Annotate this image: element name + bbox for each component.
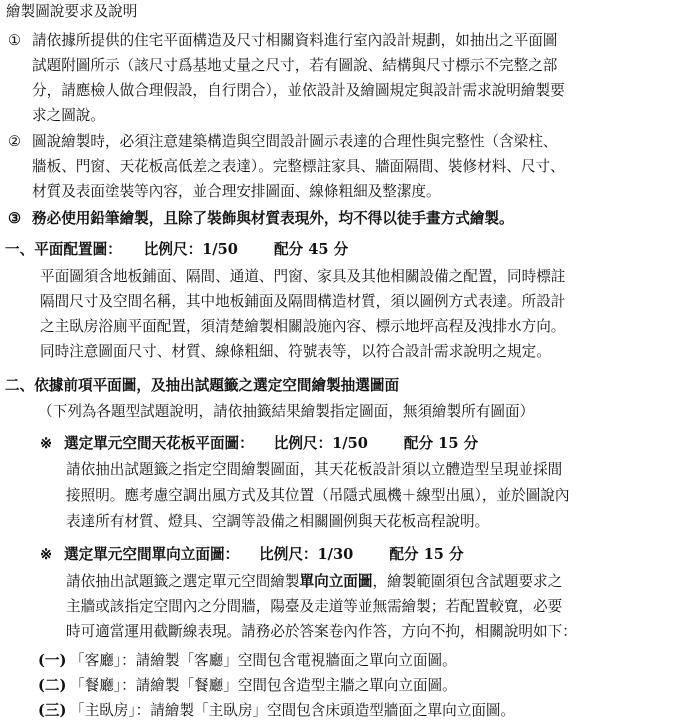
section-1-number: 一、 — [5, 241, 35, 258]
item-2-line-3: 時可適當運用截斷線表現。請務必於答案卷內作答，方向不拘，相關說明如下： — [66, 623, 577, 640]
item-2-scale: 比例尺：1/30 — [259, 546, 354, 563]
item-2-line-1 — [66, 571, 562, 593]
note-marker-2: ② — [8, 133, 22, 150]
item-2-line-1-pre: 請依抽出試題籤之選定單元空間繪製 — [66, 573, 300, 590]
section-1-score: 配分 45 分 — [273, 241, 349, 258]
sub-item-1-marker: (一) — [38, 652, 67, 669]
sub-item-3-text: 「主臥房」：請繪製「主臥房」空間包含床頭造型牆面之單向立面圖。 — [70, 702, 516, 719]
sub-item-2-text: 「餐廳」：請繪製「餐廳」空間包含造型主牆之單向立面圖。 — [70, 677, 457, 694]
item-1-line-3: 表達所有材質、燈具、空調等設備之相關圖例與天花板高程說明。 — [66, 513, 490, 530]
item-1-scale: 比例尺：1/50 — [273, 435, 368, 452]
section-1-header — [5, 239, 348, 261]
note-2-line-3: 材質及表面塗裝等內容，並合理安排圖面、線條粗細及整潔度。 — [32, 183, 441, 200]
sub-item-3-marker: (三) — [38, 702, 67, 719]
item-1-title: 選定單元空間天花板平面圖： — [64, 435, 254, 452]
note-3-line-1: 務必使用鉛筆繪製，且除了裝飾與材質表現外，均不得以徒手畫方式繪製。 — [32, 210, 514, 227]
section-1-line-2: 隔間尺寸及空間名稱，其中地板鋪面及隔間構造材質，須以圖例方式表達。所設計 — [40, 293, 566, 310]
note-2-line-2: 牆板、門窗、天花板高低差之表達）。完整標註家具、牆面隔間、裝修材料、尺寸、 — [32, 158, 565, 175]
sub-item-2-marker: (二) — [38, 677, 67, 694]
item-2-line-1-post: ，繪製範圍須包含試題要求之 — [372, 573, 563, 590]
item-1-line-2: 接照明。應考慮空調出風方式及其位置（吊隱式風機＋線型出風），並於圖說內 — [66, 487, 570, 504]
section-2-number: 二、 — [5, 377, 35, 394]
note-2-line-1: 圖說繪製時，必須注意建築構造與空間設計圖示表達的合理性與完整性（含梁柱、 — [32, 133, 558, 150]
note-1-line-2: 試題附圖所示（該尺寸爲基地丈量之尺寸，若有圖說、結構與尺寸標示不完整之部 — [32, 57, 558, 74]
note-1-line-4: 求之圖說。 — [32, 107, 105, 124]
item-1-marker: ※ — [40, 435, 53, 452]
item-1-score: 配分 15 分 — [403, 435, 479, 452]
item-2-score: 配分 15 分 — [389, 546, 464, 563]
sub-item-1-text: 「客廳」：請繪製「客廳」空間包含電視牆面之單向立面圖。 — [70, 652, 457, 669]
section-1-line-4: 同時注意圖面尺寸、材質、線條粗細、符號表等，以符合設計需求說明之規定。 — [40, 343, 551, 360]
item-1-line-1: 請依抽出試題籤之指定空間繪製圖面，其天花板設計須以立體造型呈現並採間 — [66, 461, 563, 478]
item-1-header — [64, 433, 478, 455]
note-marker-3: ③ — [8, 210, 22, 227]
section-1-title: 平面配置圖： — [34, 241, 122, 258]
section-1-line-3: 之主臥房浴廁平面配置，須清楚繪製相關設施內容、標示地坪高程及洩排水方向。 — [40, 318, 566, 335]
note-1-line-1: 請依據所提供的住宅平面構造及尺寸相關資料進行室內設計規劃，如抽出之平面圖 — [32, 32, 558, 49]
item-2-line-2: 主牆或該指定空間內之分間牆，陽臺及走道等並無需繪製；若配置較寬，必要 — [66, 598, 563, 615]
section-1-line-1: 平面圖須含地板鋪面、隔間、通道、門窗、家具及其他相關設備之配置，同時標註 — [40, 268, 566, 285]
item-2-title: 選定單元空間單向立面圖： — [64, 546, 240, 563]
section-2-note: （下列為各題型試題說明，請依抽籤結果繪製指定圖面，無須繪製所有圖面） — [38, 403, 535, 420]
note-1-line-3: 分，請應檢人做合理假設，自行閉合），並依設計及繪圖規定與設計需求說明繪製要 — [32, 82, 565, 99]
item-2-marker: ※ — [40, 546, 53, 563]
section-2-title: 依據前項平面圖，及抽出試題籤之選定空間繪製抽選圖面 — [34, 377, 400, 394]
item-2-header — [64, 544, 464, 566]
note-marker-1: ① — [8, 32, 22, 49]
page-heading: 繪製圖說要求及說明 — [6, 3, 138, 20]
item-2-line-1-bold: 單向立面圖 — [299, 573, 373, 590]
section-1-scale: 比例尺：1/50 — [143, 241, 238, 258]
section-2-header — [5, 375, 399, 397]
